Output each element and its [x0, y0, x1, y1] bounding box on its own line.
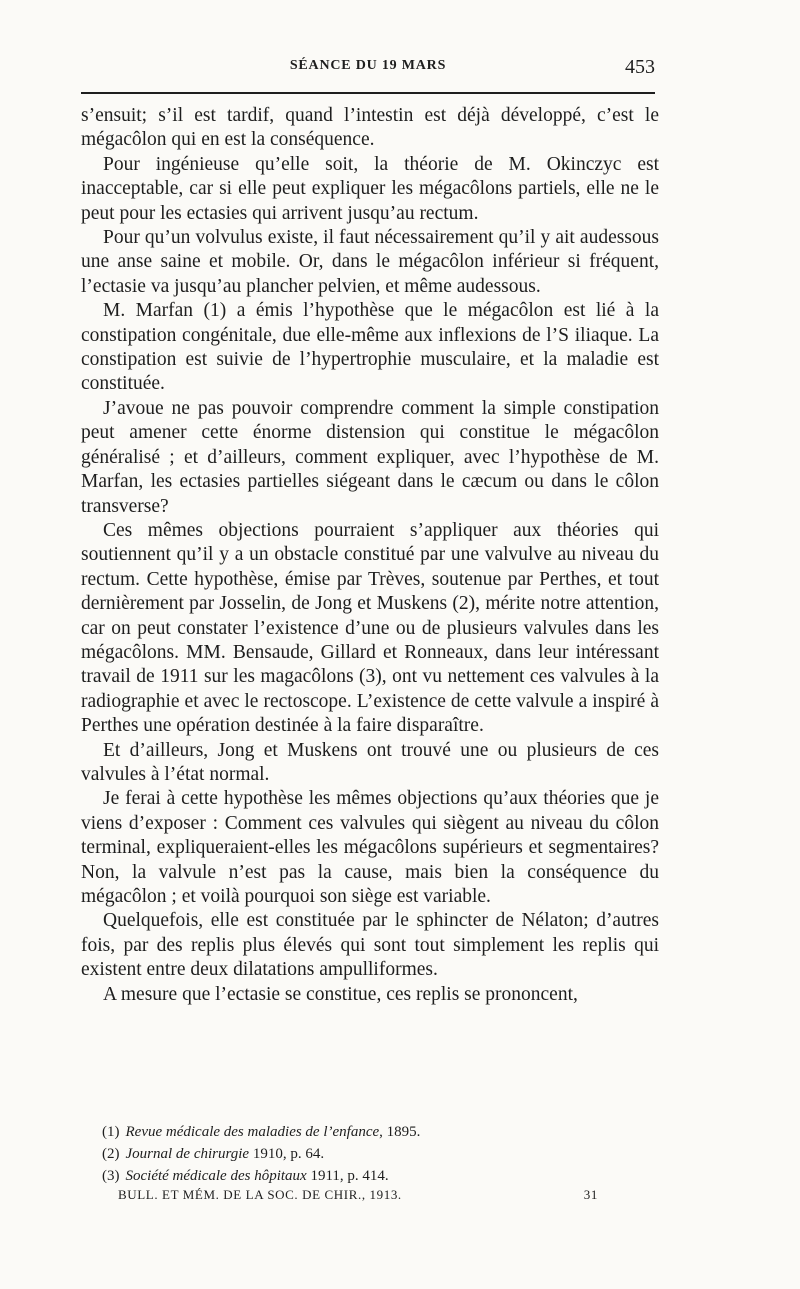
paragraph: Et d’ailleurs, Jong et Muskens ont trouvé une ou plusieurs de ces valvules à l’état normal.	[81, 739, 659, 785]
running-head: SÉANCE DU 19 MARS	[289, 58, 447, 73]
paragraph: Je ferai à cette hypothèse les mêmes objections qu’aux théories que je viens d’exposer : Comment ces valvules qui siègent au niveau du côlon terminal, expliqueraient-elles les mégacôlons supérieurs et segmentaires? Non, la valvule n’est pas la cause, mais bien la conséquence du mégacôlon ; et voilà pourquoi son siège est variable.	[81, 788, 659, 907]
paragraph: Quelquefois, elle est constituée par le sphincter de Nélaton; d’autres fois, par des replis plus élevés qui sont tout simplement les replis qui existent entre deux dilatations ampulliformes.	[81, 910, 659, 981]
footnote-details: 1910, p. 64.	[249, 1146, 325, 1162]
paragraph: Pour ingénieuse qu’elle soit, la théorie de M. Okinczyc est inacceptable, car si elle peut expliquer les mégacôlons partiels, elle ne le peut pour les ectasies qui arrivent jusqu’au rectum.	[81, 153, 659, 224]
footnote-title: Société médicale des hôpitaux	[125, 1168, 307, 1184]
page-header	[81, 56, 655, 80]
paragraph: Ces mêmes objections pourraient s’appliquer aux théories qui soutiennent qu’il y a un obstacle constitué par une valvulve au niveau du rectum. Cette hypothèse, émise par Trèves, soutenue par Perthes, et tout dernièrement par Josselin, de Jong et Muskens (2), mérite notre attention, car on peut constater l’existence d’une ou de plusieurs valvules dans les mégacôlons. MM. Bensaude, Gillard et Ronneaux, dans leur intéressant travail de 1911 sur les magacôlons (3), ont vu nettement ces valvules à la radiographie et avec le rectoscope. L’existence de cette valvule a inspiré à Perthes une opération destinée à la faire disparaître.	[81, 519, 659, 737]
footnote-details: , 1895.	[379, 1124, 421, 1140]
paragraph: M. Marfan (1) a émis l’hypothèse que le mégacôlon est lié à la constipation congénitale, due elle-même aux inflexions de l’S iliaque. La constipation est suivie de l’hypertrophie musculaire, et la maladie est constituée.	[81, 300, 659, 395]
paragraph: J’avoue ne pas pouvoir comprendre comment la simple constipation peut amener cette énorme distension qui constitue le mégacôlon généralisé ; et d’ailleurs, comment expliquer, avec l’hypothèse de M. Marfan, les ectasies partielles siégeant dans le cæcum ou dans le côlon transverse?	[81, 397, 659, 517]
page-number: 453	[625, 56, 655, 78]
header-rule	[81, 92, 655, 94]
journal-citation: BULL. ET MÉM. DE LA SOC. DE CHIR., 1913.	[118, 1187, 402, 1202]
body-text	[81, 104, 659, 1007]
footnote-title: Journal de chirurgie	[125, 1146, 250, 1162]
footnote-number: (1)	[102, 1124, 120, 1140]
footnote-number: (3)	[102, 1168, 120, 1184]
paragraph: A mesure que l’ectasie se constitue, ces replis se prononcent,	[103, 983, 578, 1005]
footnote-details: 1911, p. 414.	[306, 1168, 389, 1184]
footnote	[102, 1121, 662, 1143]
paragraph: Pour qu’un volvulus existe, il faut nécessairement qu’il y ait audessous une anse saine et mobile. Or, dans le mégacôlon inférieur si fréquent, l’ectasie va jusqu’au plancher pelvien, et même audessous.	[81, 227, 659, 297]
footnote-number: (2)	[102, 1146, 120, 1162]
footnote-title: Revue médicale des maladies de l’enfance	[125, 1124, 380, 1140]
footnote	[102, 1143, 662, 1165]
paragraph: s’ensuit; s’il est tardif, quand l’intestin est déjà développé, c’est le mégacôlon qui en est la conséquence.	[81, 105, 659, 151]
page-footer	[118, 1187, 598, 1207]
signature-mark: 31	[583, 1187, 598, 1202]
footnote	[102, 1165, 662, 1187]
footnotes	[102, 1121, 662, 1187]
